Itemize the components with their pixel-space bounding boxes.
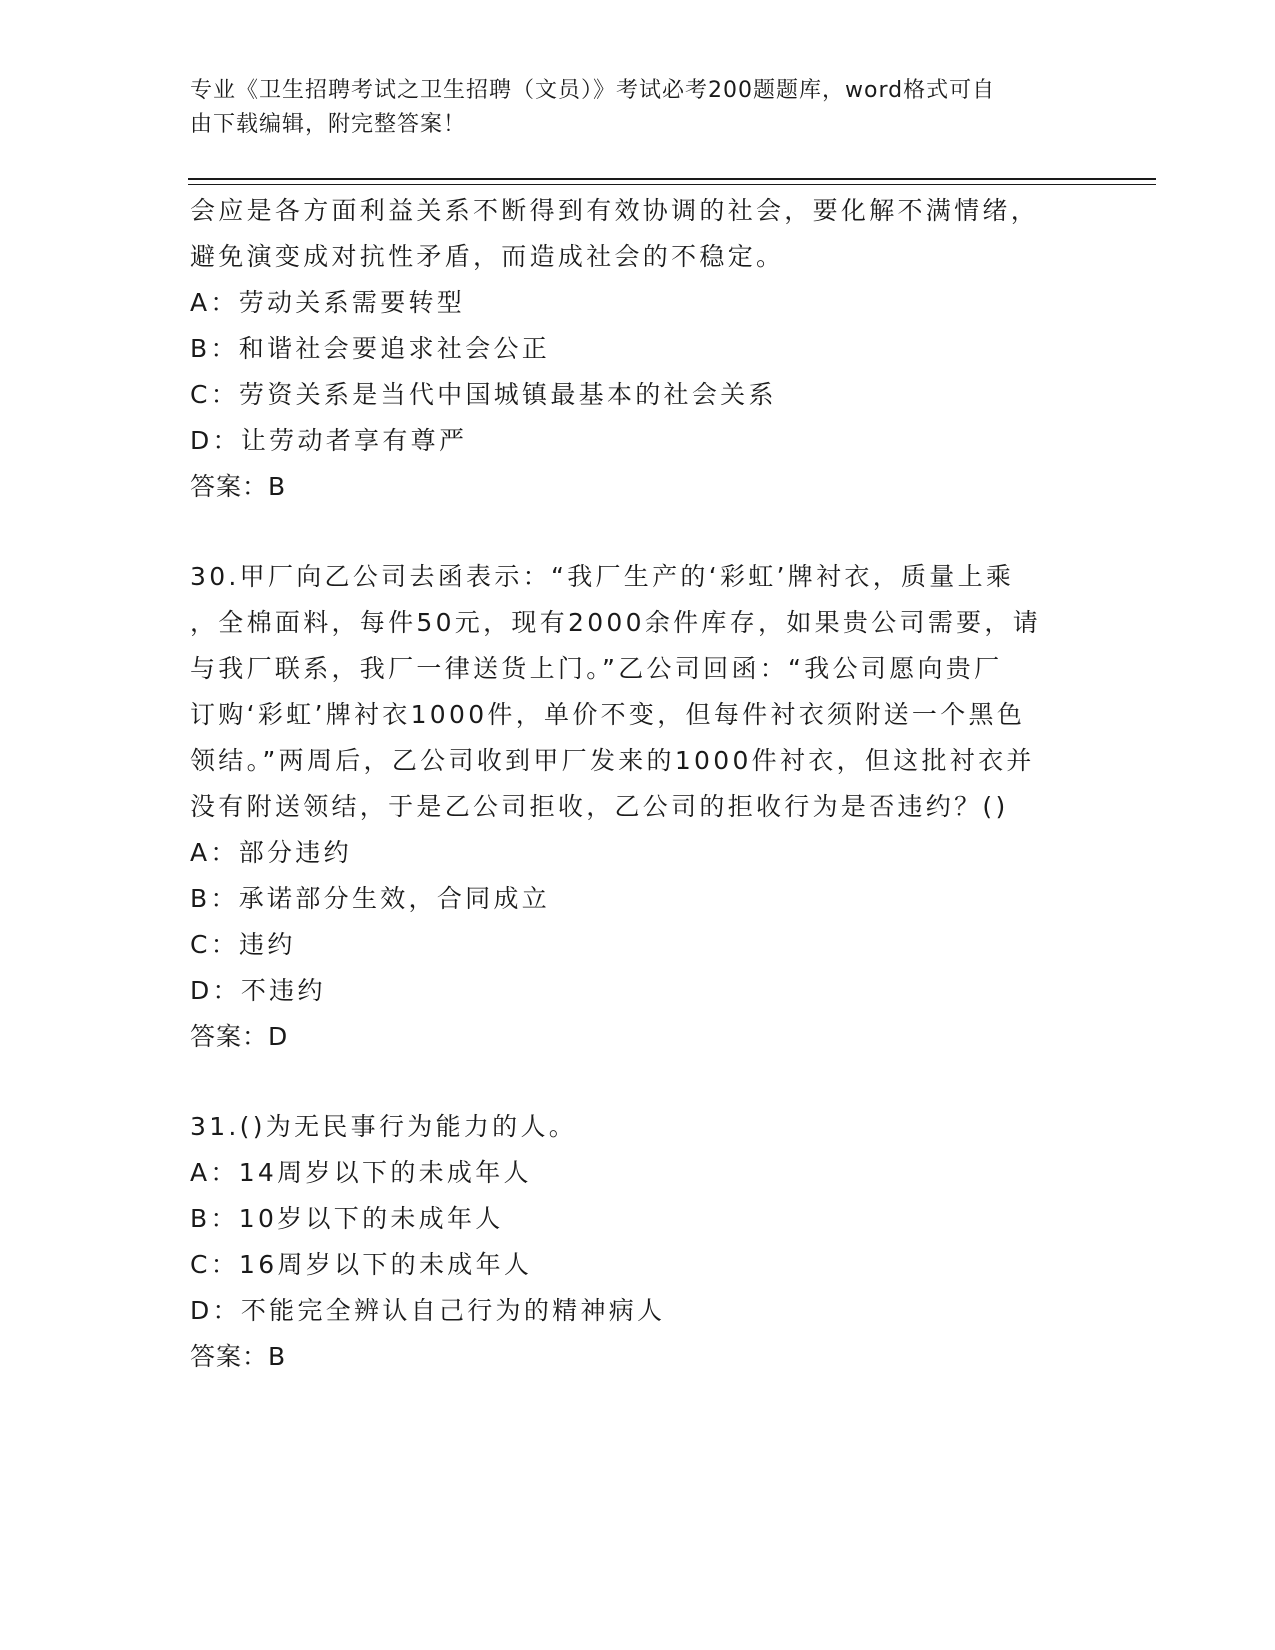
question-text-line: 领结。”两周后，乙公司收到甲厂发来的1000件衬衣，但这批衬衣并 [190, 746, 1035, 775]
answer-line: 答案：B [190, 472, 287, 501]
question-text-line: 30.甲厂向乙公司去函表示：“我厂生产的‘彩虹’牌衬衣，质量上乘 [190, 562, 1015, 591]
option-d: D：让劳动者享有尊严 [190, 426, 468, 455]
question-29-continued [190, 188, 1090, 510]
document-header [190, 74, 1070, 142]
option-d: D：不违约 [190, 976, 326, 1005]
option-a: A：14周岁以下的未成年人 [190, 1158, 532, 1187]
question-text-line: 31.()为无民事行为能力的人。 [190, 1112, 578, 1141]
question-text-line: 会应是各方面利益关系不断得到有效协调的社会，要化解不满情绪， [190, 196, 1040, 225]
option-c: C：劳资关系是当代中国城镇最基本的社会关系 [190, 380, 777, 409]
question-text-line: ，全棉面料，每件50元，现有2000余件库存，如果贵公司需要，请 [190, 608, 1042, 637]
option-d: D：不能完全辨认自己行为的精神病人 [190, 1296, 666, 1325]
option-c: C：违约 [190, 930, 296, 959]
answer-line: 答案：B [190, 1342, 287, 1371]
header-line-2: 由下载编辑，附完整答案！ [190, 112, 467, 137]
option-a: A：劳动关系需要转型 [190, 288, 466, 317]
option-a: A：部分违约 [190, 838, 352, 867]
question-text-line: 避免演变成对抗性矛盾，而造成社会的不稳定。 [190, 242, 785, 271]
question-text-line: 没有附送领结，于是乙公司拒收，乙公司的拒收行为是否违约？() [190, 792, 1009, 821]
header-line-1: 专业《卫生招聘考试之卫生招聘（文员）》考试必考200题题库，word格式可自 [190, 78, 996, 103]
option-b: B：10岁以下的未成年人 [190, 1204, 504, 1233]
answer-line: 答案：D [190, 1022, 289, 1051]
option-c: C：16周岁以下的未成年人 [190, 1250, 533, 1279]
question-31 [190, 1104, 1090, 1380]
document-body [190, 188, 1090, 1380]
option-b: B：和谐社会要追求社会公正 [190, 334, 551, 363]
option-b: B：承诺部分生效，合同成立 [190, 884, 551, 913]
question-30 [190, 554, 1090, 1060]
header-divider-thick [188, 178, 1156, 180]
question-text-line: 与我厂联系，我厂一律送货上门。”乙公司回函：“我公司愿向贵厂 [190, 654, 1003, 683]
header-divider-thin [188, 184, 1156, 185]
question-text-line: 订购‘彩虹’牌衬衣1000件，单价不变，但每件衬衣须附送一个黑色 [190, 700, 1026, 729]
